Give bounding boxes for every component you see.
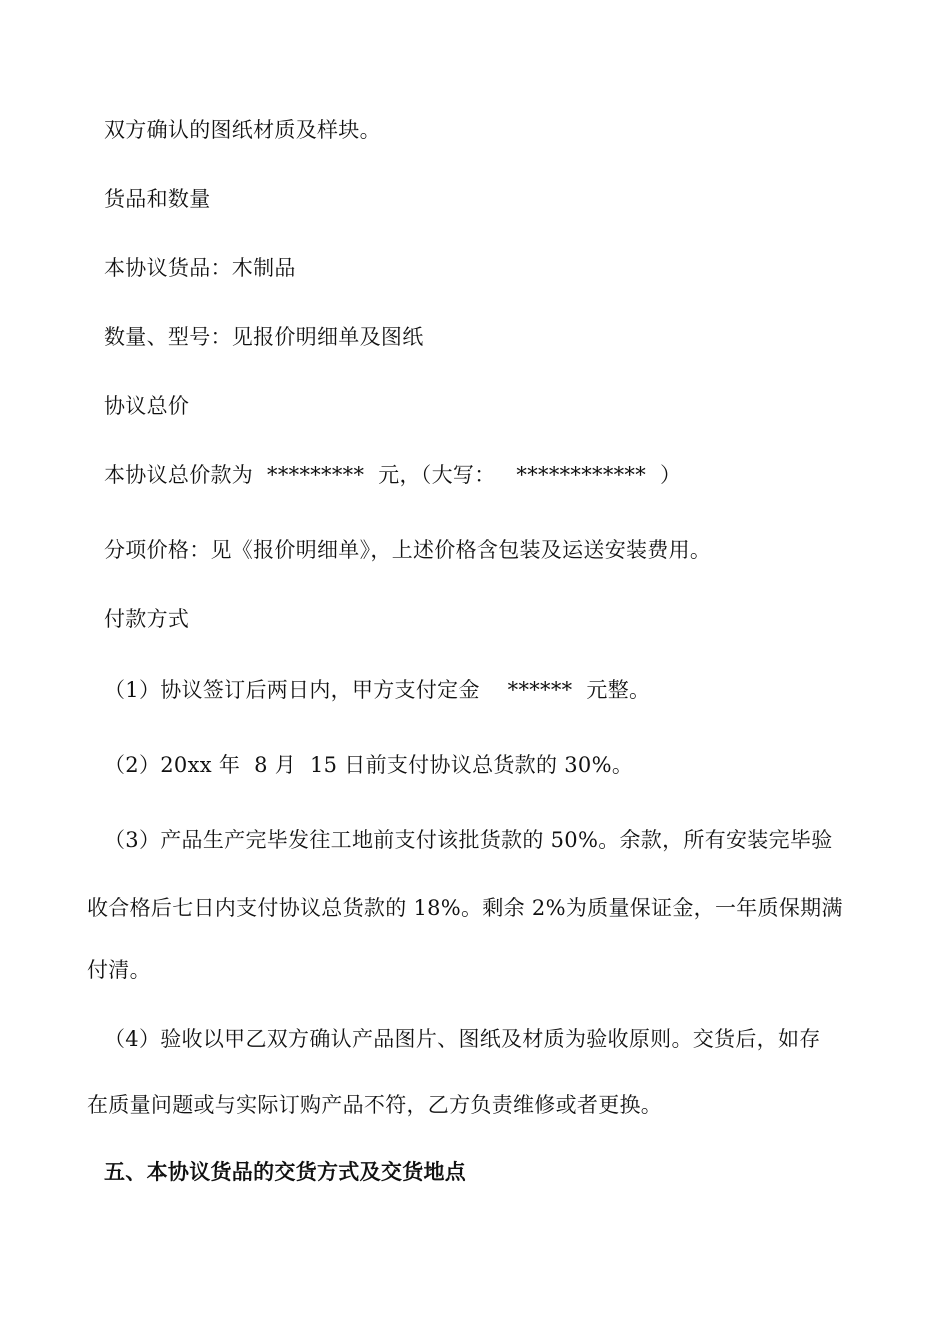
paragraph-payment-4-line-1: （4）验收以甲乙双方确认产品图片、图纸及材质为验收原则。交货后，如存 (104, 1027, 821, 1051)
section-heading-delivery: 五、本协议货品的交货方式及交货地点 (104, 1159, 467, 1184)
heading-payment-method: 付款方式 (104, 607, 190, 631)
paragraph-itemized-price: 分项价格：见《报价明细单》，上述价格含包装及运送安装费用。 (104, 538, 712, 562)
paragraph-quantity-model: 数量、型号：见报价明细单及图纸 (104, 325, 424, 349)
paragraph-goods: 本协议货品：木制品 (104, 256, 296, 280)
paragraph-total-amount: 本协议总价款为 ********* 元，（大写： ************ ） (104, 463, 682, 487)
paragraph-drawing-materials: 双方确认的图纸材质及样块。 (104, 118, 381, 142)
heading-total-price: 协议总价 (104, 394, 190, 418)
paragraph-payment-3-line-1: （3）产品生产完毕发往工地前支付该批货款的 50%。余款，所有安装完毕验 (104, 828, 833, 852)
paragraph-payment-2: （2）20xx 年 8 月 15 日前支付协议总货款的 30%。 (104, 753, 634, 777)
paragraph-payment-3-line-3: 付清。 (87, 958, 151, 982)
paragraph-payment-3-line-2: 收合格后七日内支付协议总货款的 18%。剩余 2%为质量保证金，一年质保期满 (87, 896, 843, 920)
paragraph-payment-4-line-2: 在质量问题或与实际订购产品不符，乙方负责维修或者更换。 (87, 1093, 663, 1117)
paragraph-payment-1: （1）协议签订后两日内，甲方支付定金 ****** 元整。 (104, 678, 651, 702)
heading-goods-quantity: 货品和数量 (104, 187, 211, 211)
